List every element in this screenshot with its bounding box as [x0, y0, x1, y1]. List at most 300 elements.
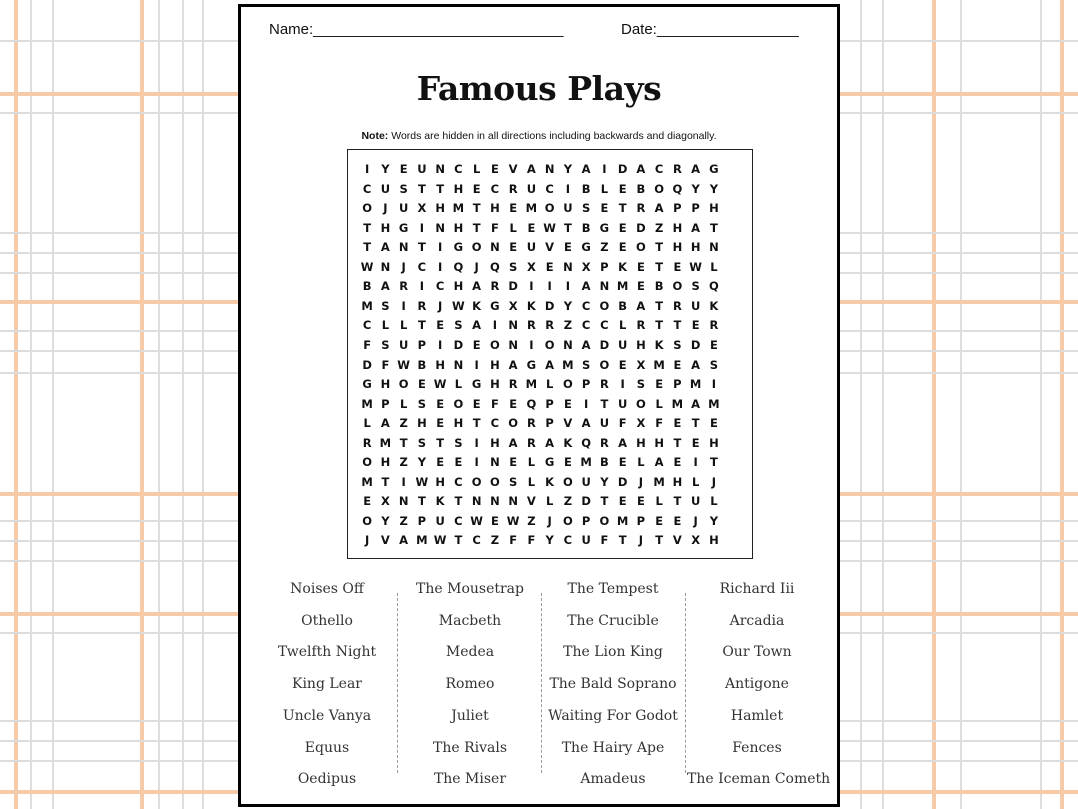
grid-letter[interactable]: G — [709, 162, 719, 176]
grid-letter[interactable]: W — [360, 259, 374, 274]
grid-letter[interactable]: P — [673, 201, 682, 216]
grid-letter[interactable]: J — [711, 474, 717, 489]
grid-letter[interactable]: W — [470, 513, 483, 528]
grid-letter[interactable]: H — [435, 474, 445, 489]
grid-letter[interactable]: F — [363, 337, 372, 352]
grid-letter[interactable]: E — [618, 240, 627, 255]
grid-letter[interactable]: O — [544, 201, 555, 216]
grid-letter[interactable]: J — [693, 513, 698, 528]
grid-letter[interactable]: T — [563, 220, 572, 235]
grid-letter[interactable]: V — [545, 240, 555, 255]
grid-letter[interactable]: L — [545, 377, 554, 392]
grid-letter[interactable]: Z — [399, 455, 408, 470]
grid-letter[interactable]: H — [453, 181, 464, 196]
grid-letter[interactable]: E — [509, 455, 518, 470]
grid-letter[interactable]: A — [691, 162, 701, 176]
grid-letter[interactable]: U — [690, 494, 701, 509]
grid-letter[interactable]: H — [672, 240, 683, 255]
grid-letter[interactable]: O — [508, 416, 519, 431]
grid-letter[interactable]: H — [636, 337, 646, 352]
grid-letter[interactable]: G — [398, 220, 409, 235]
grid-letter[interactable]: E — [436, 416, 445, 431]
grid-letter[interactable]: E — [454, 455, 463, 470]
grid-letter[interactable]: Q — [526, 396, 537, 411]
grid-letter[interactable]: W — [397, 357, 410, 372]
grid-letter[interactable]: T — [454, 494, 463, 509]
grid-letter[interactable]: E — [636, 259, 645, 274]
grid-letter[interactable]: D — [453, 337, 464, 352]
grid-letter[interactable]: X — [417, 201, 427, 216]
grid-letter[interactable]: S — [673, 337, 682, 352]
grid-letter[interactable]: I — [693, 455, 698, 470]
grid-letter[interactable]: H — [453, 279, 464, 294]
grid-letter[interactable]: T — [399, 435, 408, 450]
grid-letter[interactable]: C — [581, 298, 591, 313]
grid-letter[interactable]: Z — [654, 220, 664, 235]
grid-letter[interactable]: O — [398, 377, 409, 392]
grid-letter[interactable]: E — [563, 396, 572, 411]
grid-letter[interactable]: F — [490, 396, 499, 411]
grid-letter[interactable]: E — [618, 455, 627, 470]
grid-letter[interactable]: A — [380, 240, 390, 255]
grid-letter[interactable]: L — [710, 494, 718, 509]
grid-letter[interactable]: O — [562, 513, 573, 528]
grid-letter[interactable]: J — [474, 259, 479, 274]
grid-letter[interactable]: T — [363, 240, 372, 255]
grid-letter[interactable]: J — [401, 259, 406, 274]
grid-letter[interactable]: I — [529, 337, 534, 352]
grid-letter[interactable]: P — [581, 377, 591, 392]
grid-letter[interactable]: V — [508, 162, 518, 176]
date-field[interactable]: Date:_________________ — [621, 21, 799, 38]
grid-letter[interactable]: J — [638, 474, 644, 489]
grid-letter[interactable]: N — [453, 357, 464, 372]
grid-letter[interactable]: L — [691, 474, 700, 489]
grid-letter[interactable]: Y — [709, 513, 719, 528]
grid-letter[interactable]: L — [454, 377, 463, 392]
grid-letter[interactable]: R — [526, 416, 536, 431]
grid-letter[interactable]: R — [636, 318, 646, 333]
grid-letter[interactable]: I — [474, 357, 479, 372]
grid-letter[interactable]: E — [618, 494, 627, 509]
grid-letter[interactable]: E — [655, 513, 664, 528]
grid-letter[interactable]: N — [398, 240, 409, 255]
grid-letter[interactable]: K — [435, 494, 445, 509]
grid-letter[interactable]: Z — [399, 416, 408, 431]
grid-letter[interactable]: A — [618, 435, 628, 450]
grid-letter[interactable]: N — [508, 494, 518, 509]
grid-letter[interactable]: A — [508, 357, 518, 372]
grid-letter[interactable]: G — [471, 377, 482, 392]
grid-letter[interactable]: C — [417, 259, 427, 274]
grid-letter[interactable]: C — [563, 533, 573, 548]
grid-letter[interactable]: R — [417, 298, 427, 313]
grid-letter[interactable]: X — [508, 298, 518, 313]
grid-letter[interactable]: E — [436, 396, 445, 411]
grid-letter[interactable]: S — [508, 259, 518, 274]
grid-letter[interactable]: P — [581, 513, 591, 528]
grid-letter[interactable]: I — [620, 377, 625, 392]
grid-letter[interactable]: B — [581, 181, 591, 196]
grid-letter[interactable]: I — [565, 279, 571, 294]
grid-letter[interactable]: S — [381, 337, 390, 352]
grid-letter[interactable]: J — [437, 298, 443, 313]
grid-letter[interactable]: T — [618, 201, 627, 216]
grid-letter[interactable]: E — [655, 377, 664, 392]
grid-letter[interactable]: N — [398, 494, 409, 509]
grid-letter[interactable]: L — [527, 474, 536, 489]
grid-letter[interactable]: N — [471, 494, 482, 509]
grid-letter[interactable]: P — [545, 396, 554, 411]
grid-letter[interactable]: Q — [489, 259, 500, 274]
grid-letter[interactable]: O — [362, 201, 373, 216]
grid-letter[interactable]: O — [672, 279, 683, 294]
grid-letter[interactable]: T — [655, 533, 664, 548]
grid-letter[interactable]: U — [380, 181, 391, 196]
grid-letter[interactable]: L — [509, 220, 517, 235]
grid-letter[interactable]: E — [600, 201, 609, 216]
grid-letter[interactable]: U — [417, 162, 427, 176]
grid-letter[interactable]: L — [618, 318, 627, 333]
grid-letter[interactable]: T — [655, 240, 664, 255]
grid-letter[interactable]: I — [437, 337, 443, 352]
grid-letter[interactable]: Z — [600, 240, 609, 255]
grid-letter[interactable]: H — [453, 220, 464, 235]
grid-letter[interactable]: I — [583, 396, 589, 411]
grid-letter[interactable]: S — [581, 201, 591, 216]
grid-letter[interactable]: C — [454, 513, 463, 528]
grid-letter[interactable]: W — [452, 298, 465, 313]
grid-letter[interactable]: L — [381, 318, 390, 333]
grid-letter[interactable]: T — [691, 416, 700, 431]
grid-letter[interactable]: F — [381, 357, 390, 372]
grid-letter[interactable]: P — [636, 513, 646, 528]
grid-letter[interactable]: P — [417, 513, 427, 528]
grid-letter[interactable]: X — [636, 416, 646, 431]
grid-letter[interactable]: E — [618, 357, 627, 372]
grid-letter[interactable]: K — [654, 337, 664, 352]
grid-letter[interactable]: T — [673, 494, 682, 509]
grid-letter[interactable]: C — [454, 162, 463, 176]
grid-letter[interactable]: S — [581, 357, 591, 372]
grid-letter[interactable]: G — [490, 298, 500, 313]
grid-letter[interactable]: H — [654, 435, 664, 450]
grid-letter[interactable]: G — [453, 240, 464, 255]
grid-letter[interactable]: T — [709, 220, 718, 235]
grid-letter[interactable]: B — [581, 220, 591, 235]
grid-letter[interactable]: A — [472, 318, 482, 333]
grid-letter[interactable]: E — [399, 162, 408, 176]
grid-letter[interactable]: K — [545, 474, 555, 489]
grid-letter[interactable]: L — [655, 494, 663, 509]
grid-letter[interactable]: M — [708, 396, 720, 411]
grid-letter[interactable]: E — [618, 220, 627, 235]
grid-letter[interactable]: D — [617, 474, 628, 489]
grid-letter[interactable]: G — [544, 455, 555, 470]
grid-letter[interactable]: O — [489, 337, 500, 352]
grid-letter[interactable]: U — [398, 201, 409, 216]
grid-letter[interactable]: Z — [399, 513, 408, 528]
grid-letter[interactable]: N — [435, 220, 445, 235]
grid-letter[interactable]: G — [362, 377, 372, 392]
grid-letter[interactable]: E — [691, 318, 700, 333]
grid-letter[interactable]: W — [433, 533, 447, 548]
grid-letter[interactable]: Y — [381, 162, 390, 176]
grid-letter[interactable]: R — [599, 377, 609, 392]
grid-letter[interactable]: C — [490, 416, 500, 431]
grid-letter[interactable]: N — [563, 337, 573, 352]
grid-letter[interactable]: I — [419, 279, 425, 294]
grid-letter[interactable]: N — [435, 162, 445, 176]
grid-letter[interactable]: N — [508, 337, 518, 352]
grid-letter[interactable]: B — [636, 181, 646, 196]
grid-letter[interactable]: H — [435, 201, 445, 216]
grid-letter[interactable]: K — [472, 298, 482, 313]
grid-letter[interactable]: M — [580, 455, 592, 470]
grid-letter[interactable]: Y — [417, 455, 427, 470]
grid-letter[interactable]: E — [436, 455, 445, 470]
grid-letter[interactable]: C — [654, 162, 664, 176]
grid-letter[interactable]: K — [526, 298, 536, 313]
grid-letter[interactable]: M — [361, 298, 373, 313]
grid-letter[interactable]: I — [437, 240, 443, 255]
grid-letter[interactable]: T — [417, 181, 426, 196]
grid-letter[interactable]: O — [635, 240, 646, 255]
grid-letter[interactable]: E — [673, 357, 682, 372]
grid-letter[interactable]: A — [581, 416, 591, 431]
grid-letter[interactable]: V — [380, 533, 390, 548]
grid-letter[interactable]: I — [364, 162, 370, 176]
grid-letter[interactable]: A — [691, 220, 701, 235]
grid-letter[interactable]: E — [545, 259, 554, 274]
grid-letter[interactable]: E — [509, 201, 518, 216]
grid-letter[interactable]: Q — [708, 279, 719, 294]
grid-letter[interactable]: O — [654, 181, 665, 196]
grid-letter[interactable]: A — [508, 435, 518, 450]
grid-letter[interactable]: E — [363, 494, 372, 509]
grid-letter[interactable]: A — [654, 455, 664, 470]
grid-letter[interactable]: E — [691, 435, 700, 450]
grid-letter[interactable]: O — [471, 474, 482, 489]
grid-letter[interactable]: B — [362, 279, 372, 294]
grid-letter[interactable]: P — [545, 416, 554, 431]
grid-letter[interactable]: P — [600, 259, 609, 274]
grid-letter[interactable]: O — [599, 357, 610, 372]
grid-letter[interactable]: E — [563, 240, 572, 255]
grid-letter[interactable]: Y — [381, 513, 390, 528]
grid-letter[interactable]: O — [362, 513, 373, 528]
grid-letter[interactable]: L — [527, 455, 536, 470]
grid-letter[interactable]: F — [509, 533, 518, 548]
grid-letter[interactable]: S — [454, 318, 463, 333]
grid-letter[interactable]: O — [471, 240, 482, 255]
grid-letter[interactable]: Y — [709, 181, 719, 196]
grid-letter[interactable]: I — [565, 181, 571, 196]
grid-letter[interactable]: A — [581, 337, 591, 352]
grid-letter[interactable]: A — [691, 357, 701, 372]
grid-letter[interactable]: Z — [490, 533, 500, 548]
grid-letter[interactable]: N — [490, 494, 500, 509]
grid-letter[interactable]: G — [526, 357, 537, 372]
grid-letter[interactable]: C — [581, 318, 591, 333]
grid-letter[interactable]: D — [362, 357, 372, 372]
grid-letter[interactable]: T — [381, 474, 390, 489]
grid-letter[interactable]: I — [401, 298, 406, 313]
grid-letter[interactable]: D — [690, 337, 701, 352]
grid-letter[interactable]: R — [399, 279, 409, 294]
grid-letter[interactable]: F — [655, 416, 664, 431]
grid-letter[interactable]: B — [618, 298, 627, 313]
grid-letter[interactable]: X — [380, 494, 390, 509]
grid-letter[interactable]: N — [380, 259, 391, 274]
grid-letter[interactable]: H — [417, 416, 427, 431]
grid-letter[interactable]: U — [563, 201, 573, 216]
grid-letter[interactable]: L — [472, 162, 481, 176]
grid-letter[interactable]: A — [581, 162, 591, 176]
grid-letter[interactable]: H — [709, 435, 719, 450]
grid-letter[interactable]: R — [508, 377, 518, 392]
grid-letter[interactable]: T — [709, 455, 718, 470]
grid-letter[interactable]: L — [399, 396, 408, 411]
grid-letter[interactable]: E — [636, 279, 645, 294]
grid-letter[interactable]: M — [452, 201, 465, 216]
grid-letter[interactable]: X — [691, 533, 701, 548]
grid-letter[interactable]: T — [436, 435, 445, 450]
grid-letter[interactable]: I — [711, 377, 717, 392]
grid-letter[interactable]: O — [562, 474, 573, 489]
grid-letter[interactable]: I — [547, 279, 552, 294]
grid-letter[interactable]: I — [474, 435, 479, 450]
grid-letter[interactable]: N — [544, 162, 555, 176]
grid-letter[interactable]: N — [490, 240, 500, 255]
grid-letter[interactable]: K — [618, 259, 628, 274]
grid-letter[interactable]: R — [599, 435, 609, 450]
grid-letter[interactable]: L — [600, 181, 609, 196]
grid-letter[interactable]: P — [417, 337, 427, 352]
grid-letter[interactable]: A — [691, 396, 701, 411]
grid-letter[interactable]: M — [562, 357, 574, 372]
grid-letter[interactable]: S — [381, 298, 390, 313]
grid-letter[interactable]: M — [361, 396, 373, 411]
grid-letter[interactable]: M — [671, 396, 684, 411]
grid-letter[interactable]: Q — [581, 435, 592, 450]
grid-letter[interactable]: L — [710, 259, 718, 274]
grid-letter[interactable]: R — [636, 201, 646, 216]
grid-letter[interactable]: D — [617, 162, 628, 176]
grid-letter[interactable]: U — [581, 533, 591, 548]
grid-letter[interactable]: C — [472, 533, 481, 548]
grid-letter[interactable]: N — [490, 455, 500, 470]
grid-letter[interactable]: L — [637, 455, 645, 470]
grid-letter[interactable]: I — [529, 279, 534, 294]
grid-letter[interactable]: T — [600, 494, 609, 509]
grid-letter[interactable]: K — [709, 298, 719, 313]
grid-letter[interactable]: E — [472, 337, 481, 352]
grid-letter[interactable]: T — [673, 318, 682, 333]
grid-letter[interactable]: T — [655, 259, 664, 274]
grid-letter[interactable]: A — [472, 279, 482, 294]
grid-letter[interactable]: O — [599, 298, 610, 313]
grid-letter[interactable]: Z — [527, 513, 536, 528]
grid-letter[interactable]: O — [362, 455, 373, 470]
grid-letter[interactable]: H — [672, 474, 683, 489]
grid-letter[interactable]: B — [417, 357, 427, 372]
grid-letter[interactable]: M — [653, 474, 665, 489]
grid-letter[interactable]: A — [545, 357, 555, 372]
grid-letter[interactable]: C — [600, 318, 609, 333]
grid-letter[interactable]: Y — [691, 181, 700, 196]
grid-letter[interactable]: E — [472, 181, 481, 196]
grid-letter[interactable]: C — [362, 181, 372, 196]
grid-letter[interactable]: Z — [563, 494, 573, 509]
grid-letter[interactable]: R — [526, 435, 536, 450]
grid-letter[interactable]: S — [636, 377, 646, 392]
grid-letter[interactable]: N — [599, 279, 610, 294]
grid-letter[interactable]: H — [380, 220, 391, 235]
name-field[interactable]: Name:______________________________ — [269, 21, 564, 38]
grid-letter[interactable]: F — [490, 220, 499, 235]
grid-letter[interactable]: R — [672, 298, 682, 313]
grid-letter[interactable]: T — [454, 533, 463, 548]
grid-letter[interactable]: J — [638, 533, 644, 548]
grid-letter[interactable]: D — [508, 279, 518, 294]
grid-letter[interactable]: P — [381, 396, 390, 411]
grid-letter[interactable]: B — [654, 279, 664, 294]
grid-letter[interactable]: O — [453, 396, 464, 411]
grid-letter[interactable]: E — [673, 416, 682, 431]
grid-letter[interactable]: B — [599, 455, 609, 470]
grid-letter[interactable]: I — [419, 220, 425, 235]
grid-letter[interactable]: X — [526, 259, 536, 274]
grid-letter[interactable]: Y — [563, 298, 573, 313]
grid-letter[interactable]: M — [653, 357, 665, 372]
grid-letter[interactable]: T — [600, 396, 609, 411]
grid-letter[interactable]: S — [454, 435, 463, 450]
grid-letter[interactable]: T — [417, 240, 426, 255]
grid-letter[interactable]: C — [490, 181, 500, 196]
grid-letter[interactable]: H — [380, 455, 391, 470]
grid-letter[interactable]: E — [472, 396, 481, 411]
grid-letter[interactable]: M — [525, 201, 538, 216]
grid-letter[interactable]: H — [709, 533, 719, 548]
grid-letter[interactable]: Z — [563, 318, 573, 333]
grid-letter[interactable]: J — [547, 513, 552, 528]
grid-letter[interactable]: Y — [563, 162, 573, 176]
grid-letter[interactable]: C — [362, 318, 372, 333]
grid-letter[interactable]: R — [545, 318, 555, 333]
grid-letter[interactable]: E — [417, 377, 426, 392]
grid-letter[interactable]: T — [472, 220, 481, 235]
grid-letter[interactable]: M — [525, 377, 538, 392]
grid-letter[interactable]: T — [655, 298, 664, 313]
grid-letter[interactable]: U — [581, 474, 591, 489]
grid-letter[interactable]: E — [490, 513, 499, 528]
grid-letter[interactable]: F — [527, 533, 536, 548]
grid-letter[interactable]: M — [689, 377, 702, 392]
grid-letter[interactable]: W — [506, 513, 520, 528]
grid-letter[interactable]: W — [433, 377, 447, 392]
grid-letter[interactable]: X — [636, 357, 646, 372]
grid-letter[interactable]: U — [599, 416, 610, 431]
grid-letter[interactable]: W — [689, 259, 702, 274]
grid-letter[interactable]: L — [655, 396, 663, 411]
grid-letter[interactable]: U — [617, 396, 628, 411]
grid-letter[interactable]: Q — [672, 181, 683, 196]
grid-letter[interactable]: A — [380, 279, 390, 294]
grid-letter[interactable]: E — [436, 318, 445, 333]
grid-letter[interactable]: H — [672, 220, 683, 235]
grid-letter[interactable]: V — [672, 533, 682, 548]
